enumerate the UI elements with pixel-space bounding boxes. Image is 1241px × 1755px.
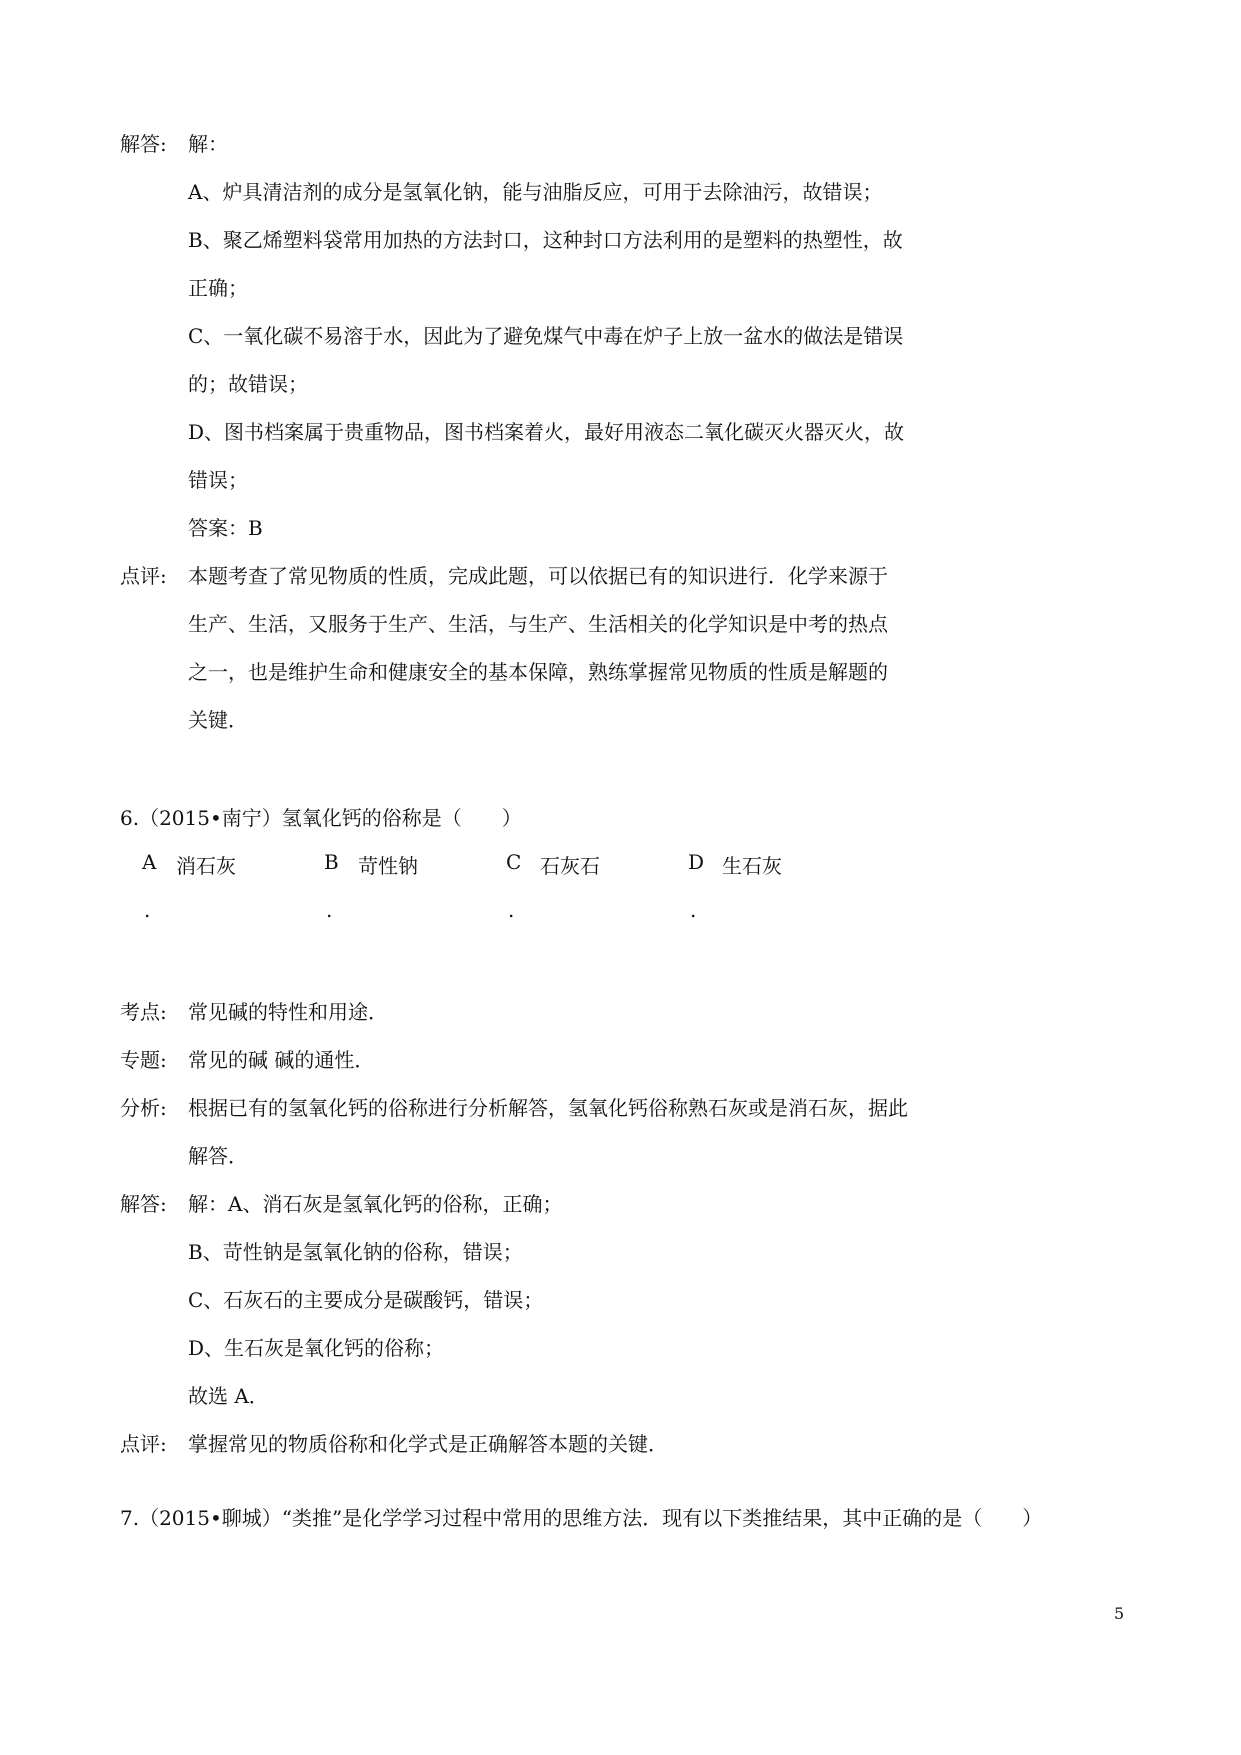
q6-jieda-label: 解答: <box>120 1192 167 1216</box>
q6-kaodian-label: 考点: <box>120 1000 167 1024</box>
q6-zhuanti-label: 专题: <box>120 1048 167 1072</box>
q6-dianping-label: 点评: <box>120 1432 167 1456</box>
option-c-text: 石灰石 <box>540 854 600 878</box>
option-d-text: 生石灰 <box>722 854 782 878</box>
option-d-letter: D <box>688 850 705 874</box>
page-number: 5 <box>1114 1604 1125 1623</box>
option-c-letter: C <box>506 850 522 874</box>
q6-fenxi-label: 分析: <box>120 1096 167 1120</box>
q5-jieda-label: 解答: <box>120 132 167 156</box>
option-b-letter: B <box>324 850 339 874</box>
option-a-text: 消石灰 <box>176 854 236 878</box>
option-b-dot: . <box>326 898 333 922</box>
q5-dianping-label: 点评: <box>120 564 167 588</box>
option-c-dot: . <box>508 898 515 922</box>
option-a-letter: A <box>142 850 157 874</box>
option-b-text: 苛性钠 <box>358 854 418 878</box>
q5-jieda-intro: 解： <box>188 132 228 156</box>
option-a-dot: . <box>144 898 151 922</box>
option-d-dot: . <box>690 898 697 922</box>
